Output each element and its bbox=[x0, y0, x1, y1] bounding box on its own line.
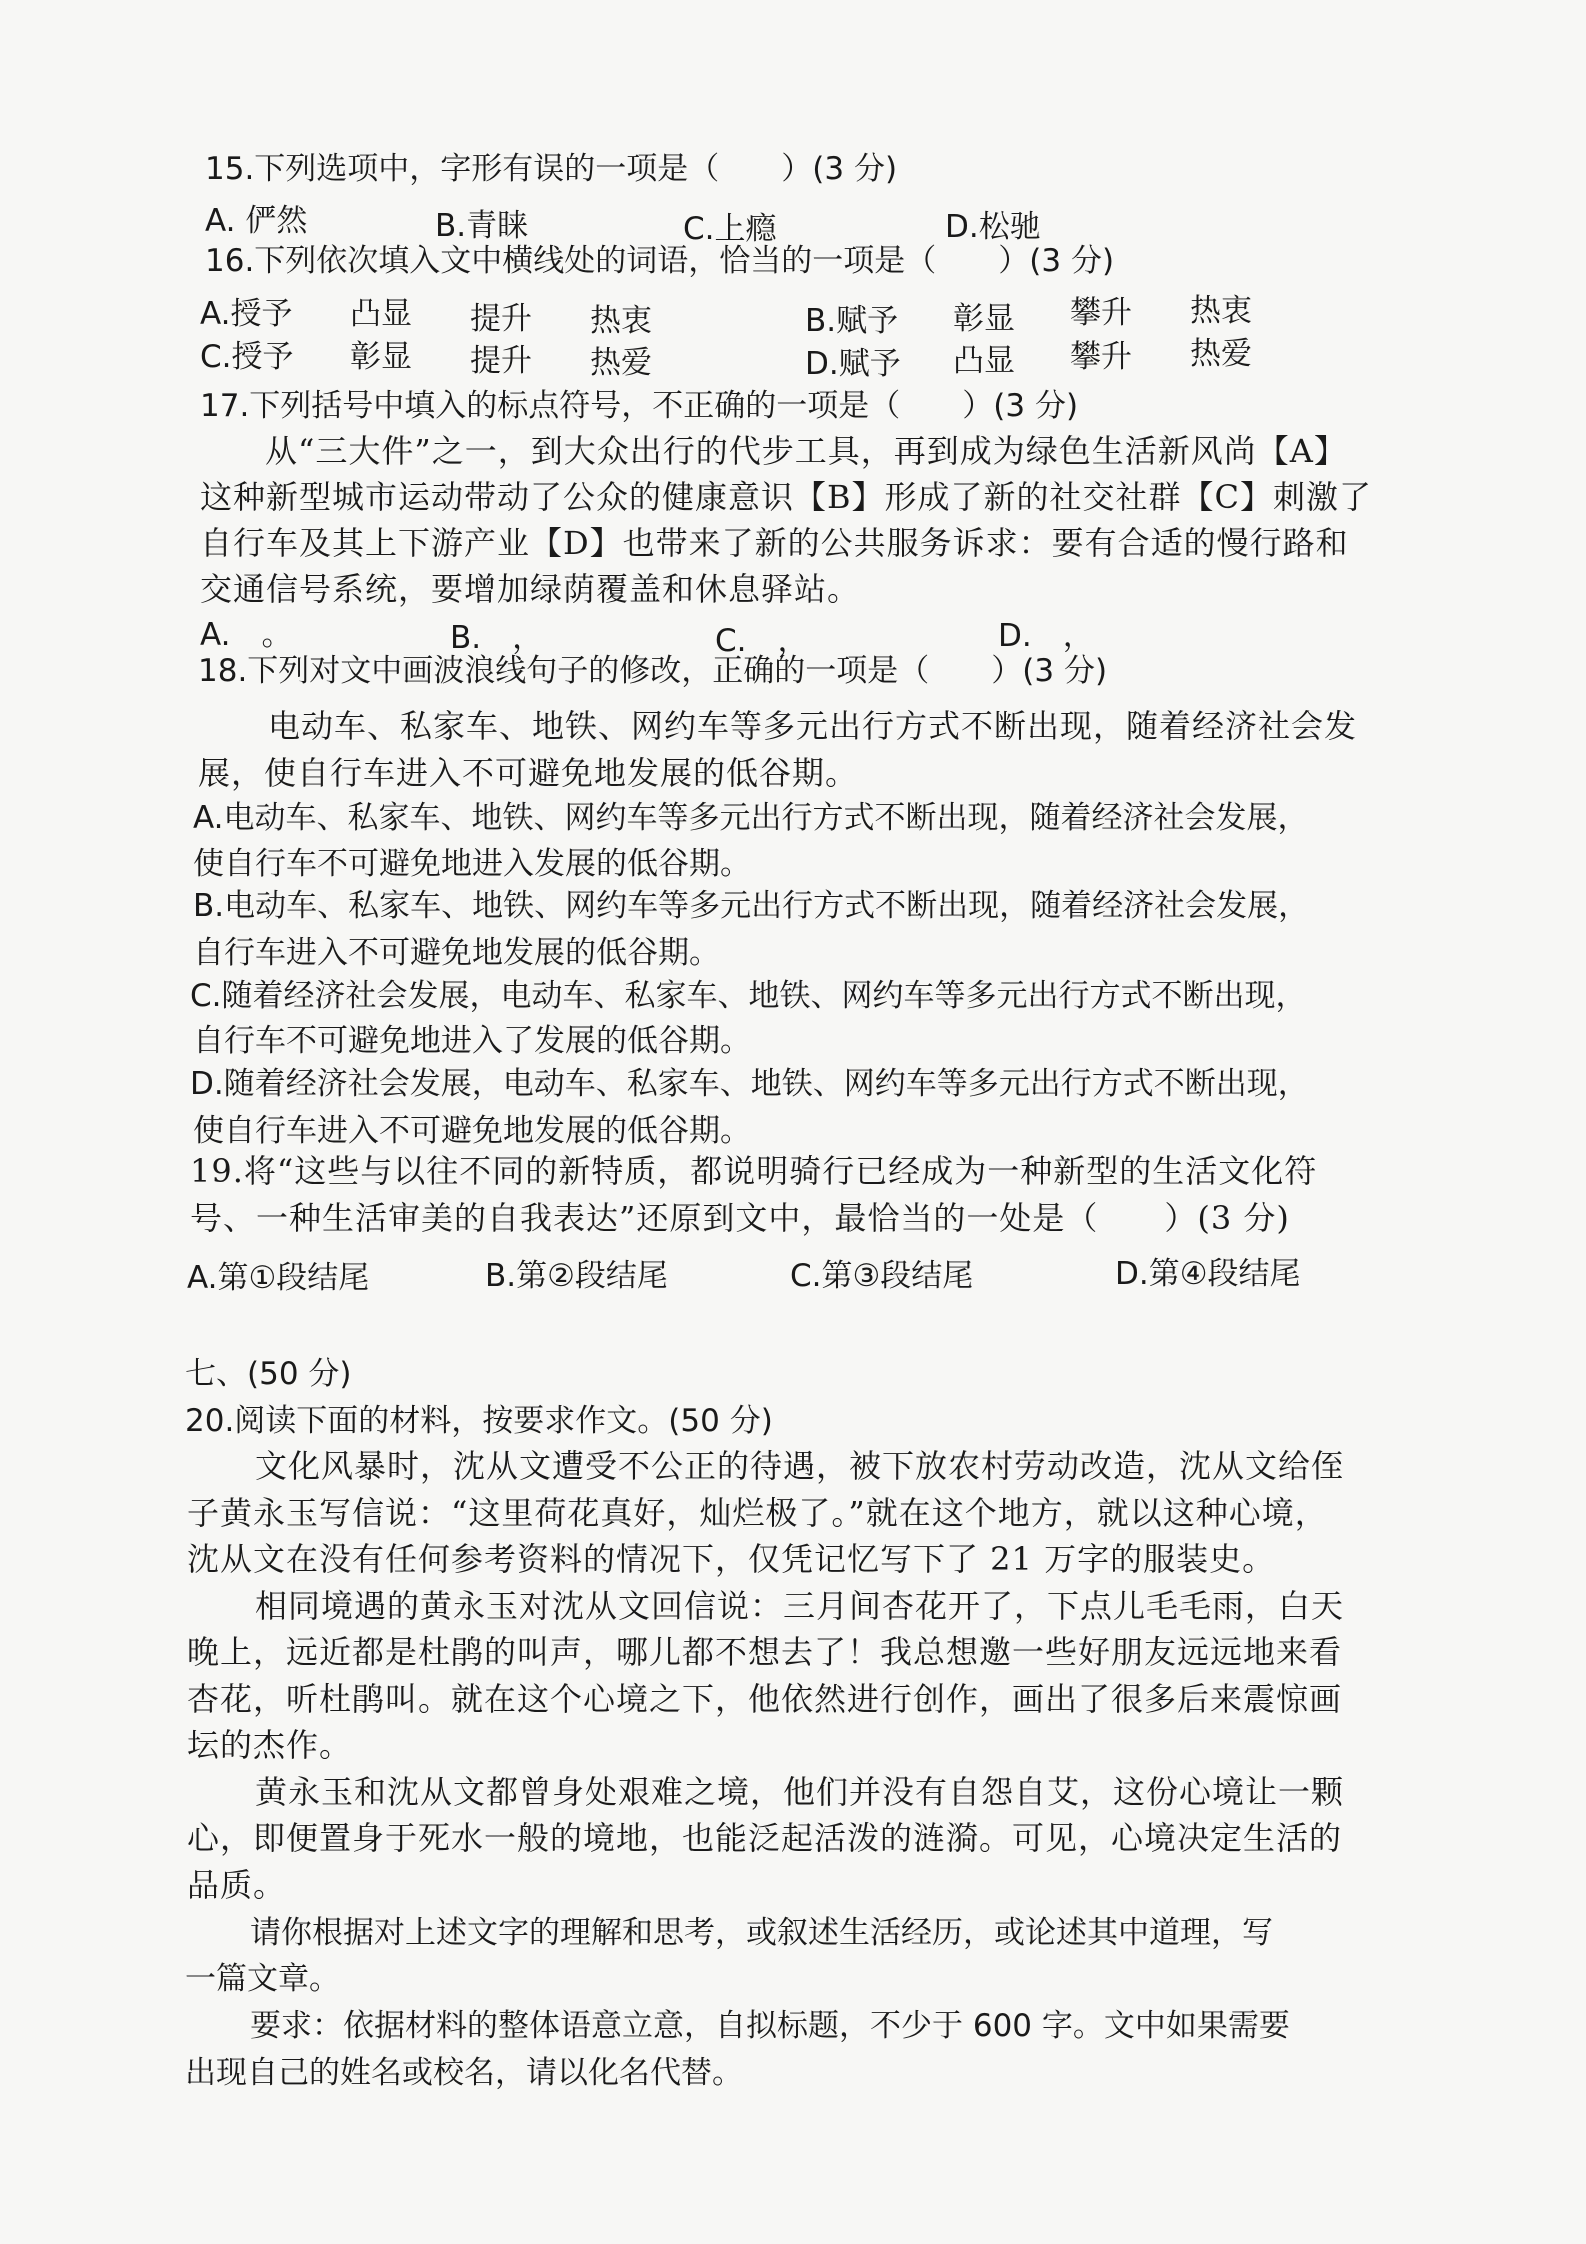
q19-option-c: C.第③段结尾 bbox=[790, 1258, 974, 1294]
q17-stem: 17.下列括号中填入的标点符号，不正确的一项是（ ）(3 分) bbox=[200, 388, 1079, 424]
q16-option-c-2: 彰显 bbox=[350, 339, 412, 375]
q19-stem-line-1: 19.将“这些与以往不同的新特质，都说明骑行已经成为一种新型的生活文化符 bbox=[190, 1152, 1318, 1190]
q16-option-a-3: 提升 bbox=[470, 301, 532, 337]
q15-option-d: D.松驰 bbox=[945, 209, 1041, 245]
q18-option-d-line-2: 使自行车进入不可避免地发展的低谷期。 bbox=[193, 1113, 751, 1149]
q18-option-a-line-2: 使自行车不可避免地进入发展的低谷期。 bbox=[193, 846, 751, 882]
q17-option-a: A. 。 bbox=[200, 617, 293, 653]
q19-option-a: A.第①段结尾 bbox=[187, 1260, 370, 1296]
q16-option-b-3: 攀升 bbox=[1070, 295, 1132, 331]
q16-option-c-1: C.授予 bbox=[200, 339, 294, 375]
q16-option-c-3: 提升 bbox=[470, 343, 532, 379]
q17-passage-line-1: 从“三大件”之一，到大众出行的代步工具，再到成为绿色生活新风尚【A】 bbox=[265, 432, 1347, 470]
material-line-3: 沈从文在没有任何参考资料的情况下，仅凭记忆写下了 21 万字的服装史。 bbox=[187, 1540, 1276, 1578]
q18-option-c-line-2: 自行车不可避免地进入了发展的低谷期。 bbox=[193, 1023, 751, 1059]
q17-passage-line-3: 自行车及其上下游产业【D】也带来了新的公共服务诉求：要有合适的慢行路和 bbox=[200, 524, 1349, 562]
q16-option-d-3: 攀升 bbox=[1070, 339, 1132, 375]
q17-passage-line-2: 这种新型城市运动带动了公众的健康意识【B】形成了新的社交社群【C】刺激了 bbox=[200, 478, 1373, 516]
q18-passage-line-2: 展，使自行车进入不可避免地发展的低谷期。 bbox=[198, 754, 859, 792]
material-line-6: 杏花，听杜鹃叫。就在这个心境之下，他依然进行创作，画出了很多后来震惊画 bbox=[187, 1680, 1343, 1718]
q17-option-d: D. ， bbox=[998, 618, 1094, 654]
material-line-5: 晚上，远近都是杜鹃的叫声，哪儿都不想去了！我总想邀一些好朋友远远地来看 bbox=[187, 1633, 1343, 1671]
material-line-1: 文化风暴时，沈从文遭受不公正的待遇，被下放农村劳动改造，沈从文给侄 bbox=[255, 1447, 1345, 1485]
instruction-line-1: 请你根据对上述文字的理解和思考，或叙述生活经历，或论述其中道理，写 bbox=[250, 1915, 1273, 1951]
q15-stem: 15.下列选项中，字形有误的一项是（ ）(3 分) bbox=[205, 151, 898, 187]
q18-option-b-line-1: B.电动车、私家车、地铁、网约车等多元出行方式不断出现，随着经济社会发展， bbox=[193, 888, 1310, 924]
q16-stem: 16.下列依次填入文中横线处的词语，恰当的一项是（ ）(3 分) bbox=[205, 243, 1115, 279]
q18-option-c-line-1: C.随着经济社会发展，电动车、私家车、地铁、网约车等多元出行方式不断出现， bbox=[190, 978, 1307, 1014]
q18-option-a-line-1: A.电动车、私家车、地铁、网约车等多元出行方式不断出现，随着经济社会发展， bbox=[193, 800, 1309, 836]
q16-option-b-2: 彰显 bbox=[953, 301, 1015, 337]
q18-option-b-line-2: 自行车进入不可避免地发展的低谷期。 bbox=[193, 935, 720, 971]
q18-stem: 18.下列对文中画波浪线句子的修改，正确的一项是（ ）(3 分) bbox=[198, 653, 1108, 689]
q20-stem: 20.阅读下面的材料，按要求作文。(50 分) bbox=[185, 1403, 773, 1439]
q17-passage-line-4: 交通信号系统，要增加绿荫覆盖和休息驿站。 bbox=[200, 570, 861, 608]
material-line-8: 黄永玉和沈从文都曾身处艰难之境，他们并没有自怨自艾，这份心境让一颗 bbox=[255, 1773, 1345, 1811]
q18-option-d-line-1: D.随着经济社会发展，电动车、私家车、地铁、网约车等多元出行方式不断出现， bbox=[190, 1066, 1309, 1102]
q16-option-a-1: A.授予 bbox=[200, 296, 293, 332]
q17-option-c: C. ， bbox=[715, 623, 809, 659]
q19-option-d: D.第④段结尾 bbox=[1115, 1256, 1301, 1292]
material-line-9: 心，即便置身于死水一般的境地，也能泛起活泼的涟漪。可见，心境决定生活的 bbox=[187, 1819, 1343, 1857]
q16-option-d-1: D.赋予 bbox=[805, 346, 901, 382]
requirement-line-1: 要求：依据材料的整体语意立意，自拟标题，不少于 600 字。文中如果需要 bbox=[250, 2008, 1290, 2044]
q16-option-b-4: 热衷 bbox=[1190, 293, 1252, 329]
q15-option-a: A. 俨然 bbox=[205, 203, 308, 239]
q19-stem-line-2: 号、一种生活审美的自我表达”还原到文中，最恰当的一处是（ ）(3 分) bbox=[190, 1199, 1290, 1237]
q18-passage-line-1: 电动车、私家车、地铁、网约车等多元出行方式不断出现，随着经济社会发 bbox=[268, 707, 1358, 745]
q16-option-c-4: 热爱 bbox=[590, 345, 652, 381]
q17-option-b: B. ， bbox=[450, 620, 544, 656]
requirement-line-2: 出现自己的姓名或校名，请以化名代替。 bbox=[185, 2055, 743, 2091]
material-line-7: 坛的杰作。 bbox=[187, 1726, 353, 1764]
q19-option-b: B.第②段结尾 bbox=[485, 1258, 668, 1294]
section-7-heading: 七、(50 分) bbox=[185, 1356, 352, 1392]
material-line-10: 品质。 bbox=[187, 1866, 287, 1904]
q16-option-a-2: 凸显 bbox=[350, 296, 412, 332]
material-line-2: 子黄永玉写信说：“这里荷花真好，灿烂极了。”就在这个地方，就以这种心境， bbox=[187, 1494, 1328, 1532]
instruction-line-2: 一篇文章。 bbox=[185, 1961, 340, 1997]
q15-option-b: B.青睐 bbox=[435, 208, 529, 244]
q16-option-d-2: 凸显 bbox=[953, 343, 1015, 379]
material-line-4: 相同境遇的黄永玉对沈从文回信说：三月间杏花开了，下点儿毛毛雨，白天 bbox=[255, 1587, 1345, 1625]
q16-option-b-1: B.赋予 bbox=[805, 303, 899, 339]
q16-option-a-4: 热衷 bbox=[590, 303, 652, 339]
q15-option-c: C.上瘾 bbox=[683, 211, 777, 247]
q16-option-d-4: 热爱 bbox=[1190, 336, 1252, 372]
